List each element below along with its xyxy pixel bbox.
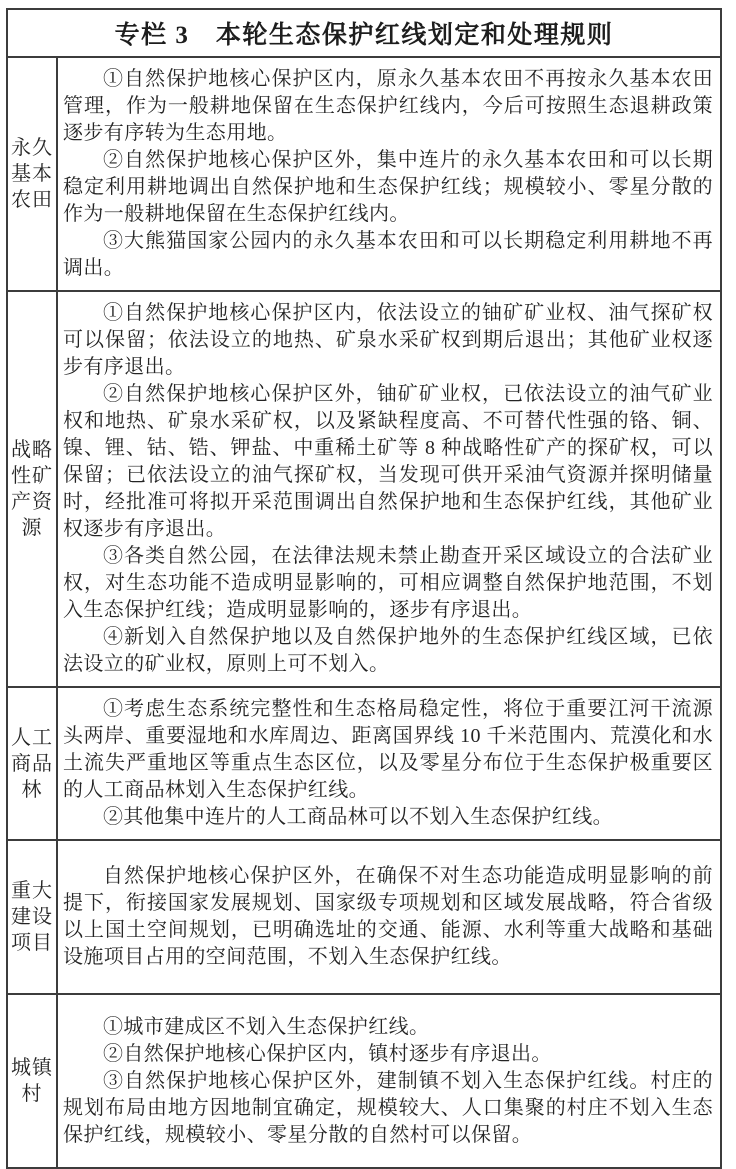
table-row (8, 993, 720, 1167)
rule-paragraph: ②自然保护地核心保护区外，集中连片的永久基本农田和可以长期稳定利用耕地调出自然保护地和生态保护红线；规模较小、零星分散的作为一般耕地保留在生态保护红线内。 (63, 149, 713, 225)
row-header-permanent-farmland: 永久基本农田 (8, 58, 58, 290)
rule-paragraph: ④新划入自然保护地以及自然保护地外的生态保护红线区域，已依法设立的矿业权，原则上可不划入。 (63, 626, 713, 675)
rule-paragraph: ③大熊猫国家公园内的永久基本农田和可以长期稳定利用耕地不再调出。 (63, 230, 713, 279)
rule-paragraph: ②自然保护地核心保护区内，镇村逐步有序退出。 (103, 1042, 552, 1065)
row-body (58, 292, 720, 686)
rule-paragraph: ②自然保护地核心保护区外，铀矿矿业权，已依法设立的油气矿业权和地热、矿泉水采矿权，以及紧缺程度高、不可替代性强的铬、铜、镍、锂、钴、锆、钾盐、中重稀土矿等 8 种战略性矿产的探矿权，可以保留；已依法设立的油气探矿权，当发现可供开采油气资源并探明储量时，经批准可将拟开采范围调出自然保护地和生态保护红线，其他矿业权逐步有序退出。 (63, 383, 713, 540)
row-header-strategic-minerals: 战略性矿产资源 (8, 292, 58, 686)
table-row (8, 56, 720, 290)
row-header-commercial-forest: 人工商品林 (8, 688, 58, 839)
row-body (58, 841, 720, 993)
rule-paragraph: ③各类自然公园，在法律法规未禁止勘查开采区域设立的合法矿业权，对生态功能不造成明显影响的，可相应调整自然保护地范围，不划入生态保护红线；造成明显影响的，逐步有序退出。 (63, 545, 713, 621)
table-row (8, 686, 720, 839)
row-body (58, 688, 720, 839)
rule-paragraph: ②其他集中连片的人工商品林可以不划入生态保护红线。 (103, 806, 613, 828)
row-body (58, 58, 720, 290)
column-table (6, 8, 722, 1169)
row-body (58, 995, 720, 1167)
table-row (8, 839, 720, 993)
table-row (8, 290, 720, 686)
rule-paragraph: ①自然保护地核心保护区内，原永久基本农田不再按永久基本农田管理，作为一般耕地保留在生态保护红线内，今后可按照生态退耕政策逐步有序转为生态用地。 (63, 68, 713, 144)
rule-paragraph: ①城市建成区不划入生态保护红线。 (103, 1015, 430, 1038)
row-header-towns-villages: 城镇村 (8, 995, 58, 1167)
rule-paragraph: ①自然保护地核心保护区内，依法设立的铀矿矿业权、油气探矿权可以保留；依法设立的地热、矿泉水采矿权到期后退出；其他矿业权逐步有序退出。 (63, 302, 713, 378)
row-header-major-projects: 重大建设项目 (8, 841, 58, 993)
rule-paragraph: ③自然保护地核心保护区外，建制镇不划入生态保护红线。村庄的规划布局由地方因地制宜确定，规模较大、人口集聚的村庄不划入生态保护红线，规模较小、零星分散的自然村可以保留。 (63, 1069, 713, 1146)
rule-paragraph: 自然保护地核心保护区外，在确保不对生态功能造成明显影响的前提下，衔接国家发展规划、国家级专项规划和区域发展战略，符合省级以上国土空间规划，已明确选址的交通、能源、水利等重大战略和基础设施项目占用的空间范围，不划入生态保护红线。 (63, 865, 713, 968)
table-title: 专栏 3 本轮生态保护红线划定和处理规则 (114, 22, 614, 49)
rule-paragraph: ①考虑生态系统完整性和生态格局稳定性，将位于重要江河干流源头两岸、重要湿地和水库周边、距离国界线 10 千米范围内、荒漠化和水土流失严重地区等重点生态区位，以及零星分布位于生态保护极重要区的人工商品林划入生态保护红线。 (63, 698, 713, 801)
